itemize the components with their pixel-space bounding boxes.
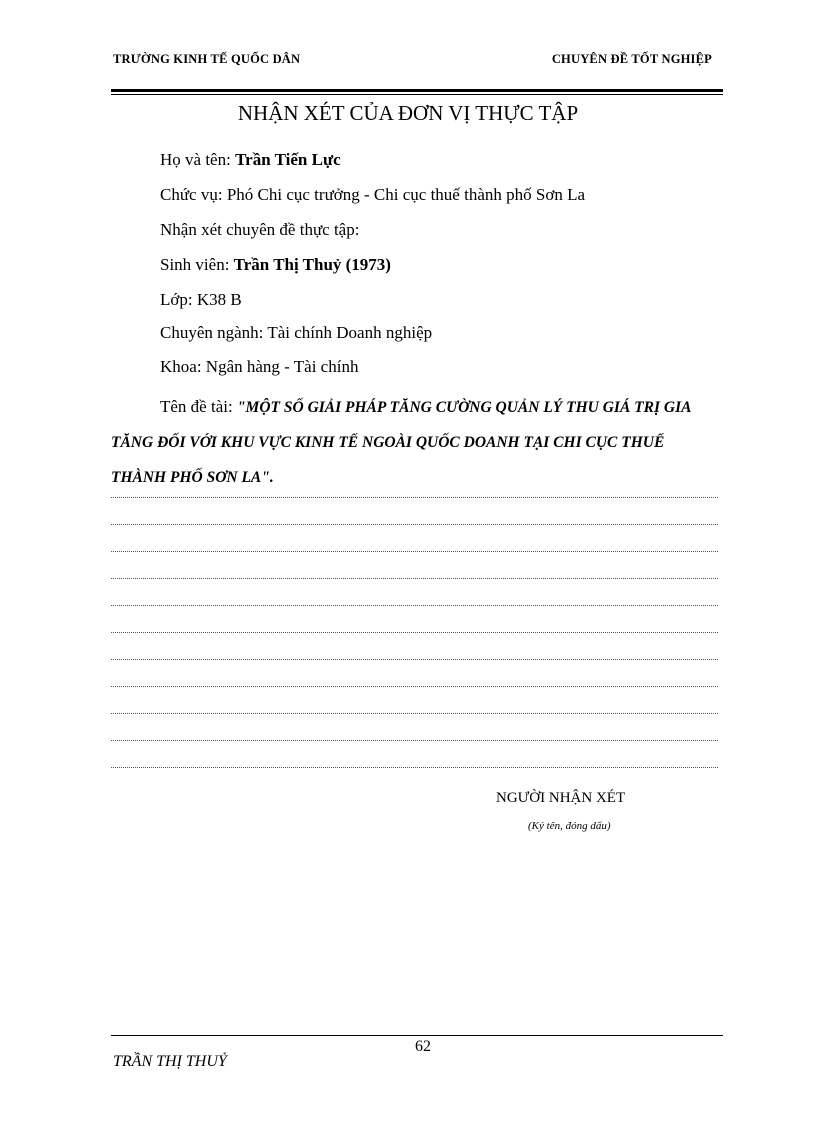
major-row (160, 323, 432, 343)
class-row (160, 290, 242, 310)
name-value: Trần Tiến Lực (235, 150, 341, 169)
comment-line (111, 767, 718, 768)
topic-label: Tên đề tài: (160, 397, 237, 416)
name-row (160, 150, 341, 170)
name-label: Họ và tên: (160, 150, 236, 169)
class-value: K38 B (196, 290, 242, 309)
major-label: Chuyên ngành: (160, 323, 268, 342)
comment-line (111, 551, 718, 552)
position-value: Phó Chi cục trưởng - Chi cục thuế thành phố Sơn La (226, 185, 585, 204)
major-value: Tài chính Doanh nghiệp (267, 323, 433, 342)
comment-line (111, 524, 718, 525)
comment-line (111, 740, 718, 741)
comment-line (111, 578, 718, 579)
header-doc-type: CHUYÊN ĐỀ TỐT NGHIỆP (551, 52, 712, 66)
comment-line (111, 713, 718, 714)
page-number: 62 (415, 1038, 431, 1055)
comment-line (111, 686, 718, 687)
footer-rule (111, 1035, 723, 1036)
class-label: Lớp: (160, 290, 197, 309)
signer-note: (Ký tên, đóng dấu) (528, 820, 611, 832)
comment-line (111, 632, 718, 633)
page-title: NHẬN XÉT CỦA ĐƠN VỊ THỰC TẬP (237, 101, 579, 125)
comment-line (111, 659, 718, 660)
topic-value: "MỘT SỐ GIẢI PHÁP TĂNG CƯỜNG QUẢN LÝ THU GIÁ TRỊ GIA TĂNG ĐỐI VỚI KHU VỰC KINH TẾ NGOÀI QUỐC DOANH TẠI CHI CỤC THUẾ THÀNH PHỐ SƠN LA" (111, 399, 691, 486)
faculty-value: Ngân hàng - Tài chính (205, 357, 359, 376)
faculty-row (160, 357, 358, 377)
review-row (160, 220, 359, 240)
signer-title: NGƯỜI NHẬN XÉT (496, 790, 626, 806)
faculty-label: Khoa: (160, 357, 206, 376)
review-label: Nhận xét chuyên đề thực tập: (160, 220, 360, 239)
footer-author: TRẦN THỊ THUỶ (113, 1053, 227, 1070)
student-row (160, 255, 391, 275)
position-label: Chức vụ: (160, 185, 227, 204)
header-school: TRƯỜNG KINH TẾ QUỐC DÂN (113, 52, 301, 66)
header-rule-thin (111, 94, 723, 95)
student-value: Trần Thị Thuỷ (1973) (233, 255, 391, 274)
position-row (160, 185, 585, 205)
comment-line (111, 497, 718, 498)
header-rule-thick (111, 89, 723, 92)
topic-paragraph: Tên đề tài: "MỘT SỐ GIẢI PHÁP TĂNG CƯỜNG QUẢN LÝ THU GIÁ TRỊ GIA TĂNG ĐỐI VỚI KHU VỰC KINH TẾ NGOÀI QUỐC DOANH TẠI CHI CỤC THUẾ THÀNH PHỐ SƠN LA". (111, 397, 691, 486)
student-label: Sinh viên: (160, 255, 234, 274)
comment-line (111, 605, 718, 606)
